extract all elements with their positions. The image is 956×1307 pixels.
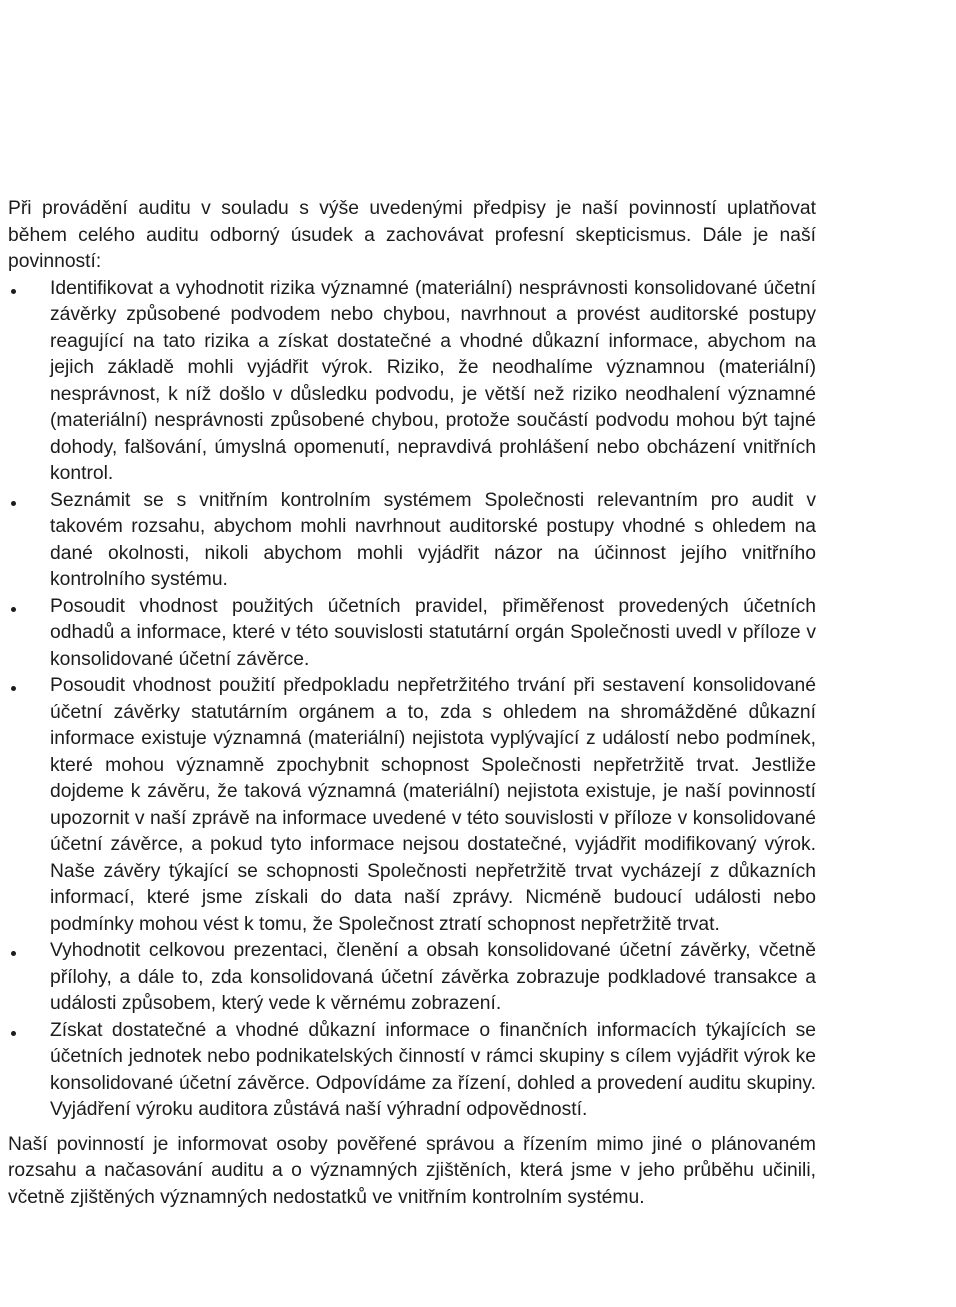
list-item bbox=[8, 938, 816, 1018]
list-item bbox=[8, 594, 816, 674]
list-item bbox=[8, 488, 816, 594]
list-item-text: Identifikovat a vyhodnotit rizika významné (materiální) nesprávnosti konsolidované účetní závěrky způsobené podvodem nebo chybou, navrhnout a provést auditorské postupy reagující na tato rizika a získat dostatečné a vhodné důkazní informace, abychom na jejich základě mohli vyjádřit výrok. Riziko, že neodhalíme významnou (materiální) nesprávnost, k níž došlo v důsledku podvodu, je větší než riziko neodhalení významné (materiální) nesprávnosti způsobené chybou, protože součástí podvodu mohou být tajné dohody, falšování, úmyslná opomenutí, nepravdivá prohlášení nebo obcházení vnitřních kontrol. bbox=[50, 277, 816, 484]
list-item-text: Seznámit se s vnitřním kontrolním systémem Společnosti relevantním pro audit v takovém rozsahu, abychom mohli navrhnout auditorské postupy vhodné s ohledem na dané okolnosti, nikoli abychom mohli vyjádřit názor na účinnost jejího vnitřního kontrolního systému. bbox=[50, 489, 816, 590]
list-item-text: Vyhodnotit celkovou prezentaci, členění a obsah konsolidované účetní závěrky, včetně přílohy, a dále to, zda konsolidovaná účetní závěrka zobrazuje podkladové transakce a události způsobem, který vede k věrnému zobrazení. bbox=[50, 940, 816, 1014]
bullet-icon bbox=[11, 1031, 16, 1036]
bullet-icon bbox=[11, 607, 16, 612]
list-item bbox=[8, 1018, 816, 1124]
bullet-icon bbox=[11, 289, 16, 294]
list-item-text: Posoudit vhodnost použitých účetních pravidel, přiměřenost provedených účetních odhadů a informace, které v této souvislosti statutární orgán Společnosti uvedl v příloze v konsolidované účetní závěrce. bbox=[50, 595, 816, 670]
bullet-icon bbox=[11, 951, 16, 956]
intro-paragraph: Při provádění auditu v souladu s výše uvedenými předpisy je naší povinností uplatňovat během celého auditu odborný úsudek a zachovávat profesní skepticismus. Dále je naší povinností: bbox=[8, 198, 816, 272]
bullet-icon bbox=[11, 501, 16, 506]
list-item-text: Získat dostatečné a vhodné důkazní informace o finančních informacích týkajících se účetních jednotek nebo podnikatelských činností v rámci skupiny s cílem vyjádřit výrok ke konsolidované účetní závěrce. Odpovídáme za řízení, dohled a provedení auditu skupiny. Vyjádření výroku auditora zůstává naší výhradní odpovědností. bbox=[50, 1019, 816, 1120]
closing-paragraph: Naší povinností je informovat osoby pověřené správou a řízením mimo jiné o plánovaném rozsahu a načasování auditu a o významných zjištěních, která jsme v jeho průběhu učinili, včetně zjištěných významných nedostatků ve vnitřním kontrolním systému. bbox=[8, 1133, 816, 1208]
bullet-icon bbox=[11, 686, 16, 691]
responsibilities-list bbox=[8, 276, 816, 1124]
list-item bbox=[8, 673, 816, 938]
list-item bbox=[8, 276, 816, 488]
list-item-text: Posoudit vhodnost použití předpokladu nepřetržitého trvání při sestavení konsolidované účetní závěrky statutárním orgánem a to, zda s ohledem na shromážděné důkazní informace existuje významná (materiální) nejistota vyplývající z událostí nebo podmínek, které mohou významně zpochybnit schopnost Společnosti nepřetržitě trvat. Jestliže dojdeme k závěru, že taková významná (materiální) nejistota existuje, je naší povinností upozornit v naší zprávě na informace uvedené v této souvislosti v příloze v konsolidované účetní závěrce, a pokud tyto informace nejsou dostatečné, vyjádřit modifikovaný výrok. Naše závěry týkající se schopnosti Společnosti nepřetržitě trvat vycházejí z důkazních informací, které jsme získali do data naší zprávy. Nicméně budoucí události nebo podmínky mohou vést k tomu, že Společnost ztratí schopnost nepřetržitě trvat. bbox=[50, 675, 816, 935]
document-page bbox=[8, 196, 816, 1211]
